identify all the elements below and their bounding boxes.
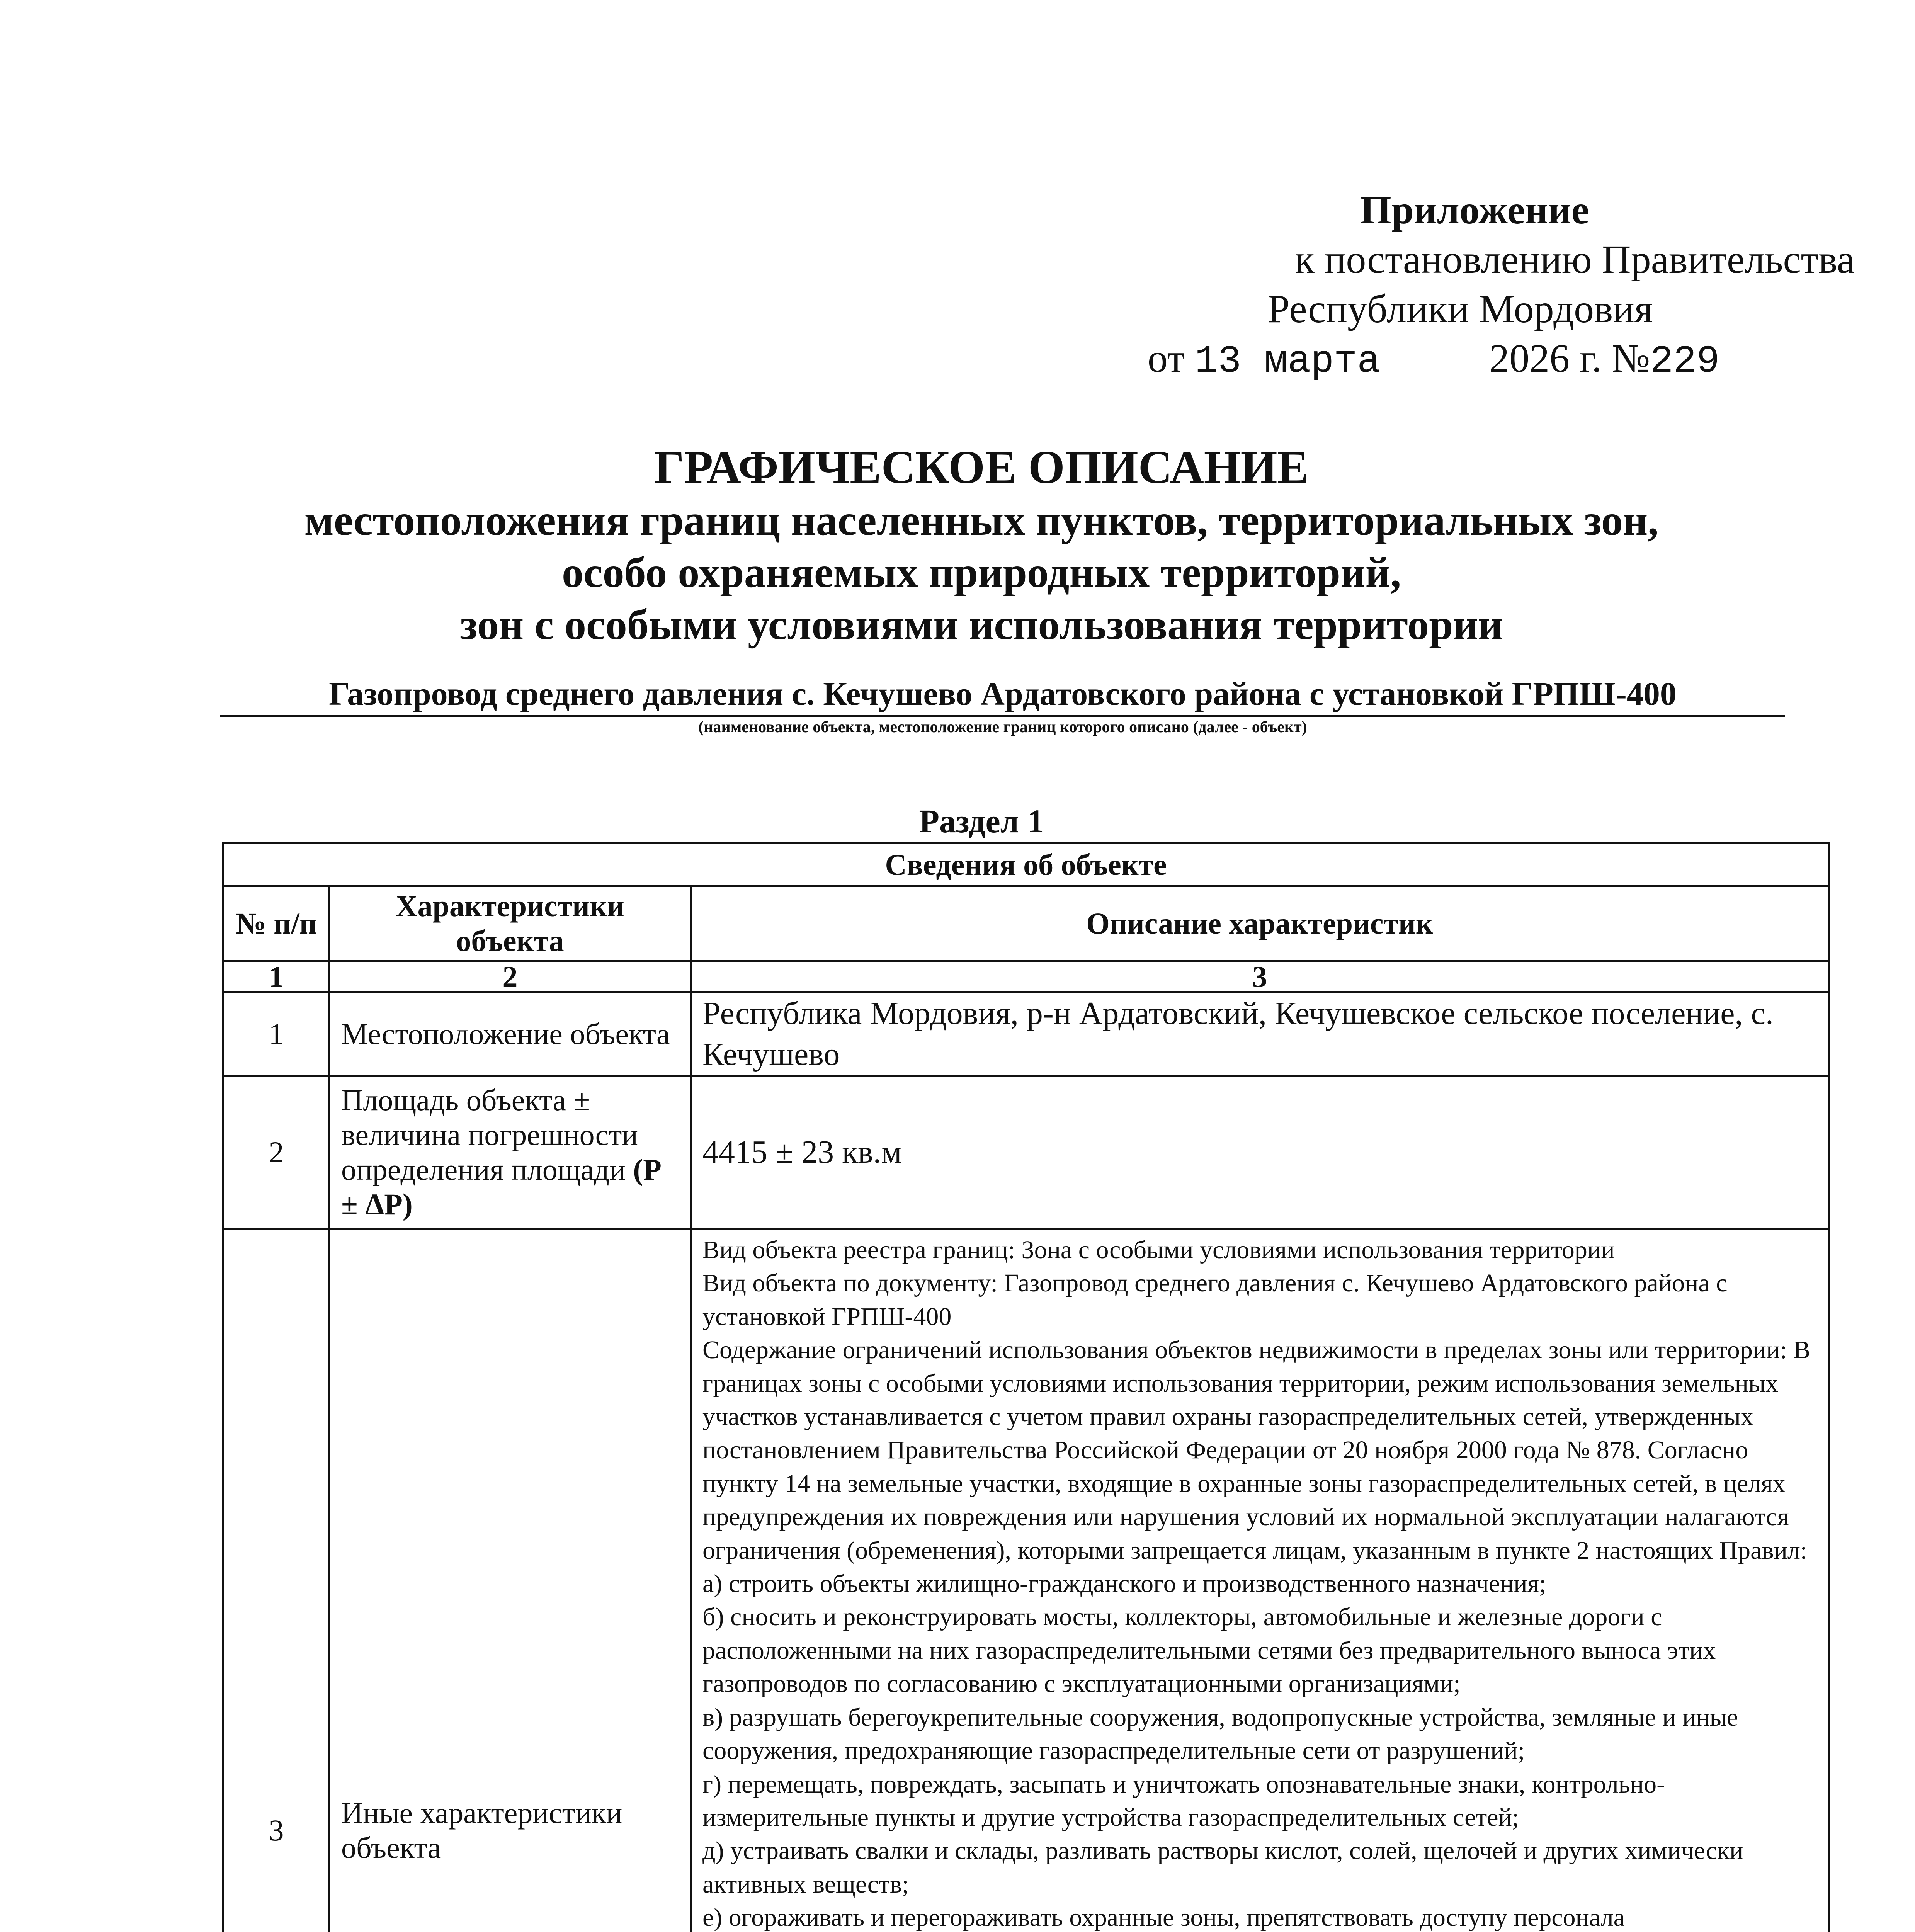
row-3-desc-line: а) строить объекты жилищно-гражданского и производственного назначения; — [702, 1570, 1546, 1598]
document-subtitle — [216, 495, 1747, 651]
row-2-num: 2 — [223, 1076, 330, 1229]
row-3-num: 3 — [223, 1229, 330, 1932]
object-caption: (наименование объекта, местоположение границ которого описано (далее - объект) — [698, 718, 1307, 736]
table-row — [223, 1076, 1829, 1229]
object-info-table — [222, 842, 1830, 1932]
row-2-characteristic — [330, 1076, 691, 1229]
row-3-description — [691, 1229, 1829, 1932]
row-3-desc-line: е) огораживать и перегораживать охранные зоны, препятствовать доступу персонала — [702, 1903, 1625, 1932]
column-number-1: 1 — [223, 961, 330, 992]
row-3-desc-line: Вид объекта реестра границ: Зона с особыми условиями использования территории — [702, 1236, 1615, 1264]
column-number-2: 2 — [330, 961, 691, 992]
document-title: ГРАФИЧЕСКОЕ ОПИСАНИЕ — [654, 441, 1309, 493]
approval-date-line — [1148, 334, 1855, 387]
row-3-desc-line: д) устраивать свалки и склады, разливать растворы кислот, солей, щелочей и других химически активных веществ; — [702, 1837, 1743, 1898]
approval-number: 229 — [1650, 340, 1720, 384]
approval-number-prefix: № — [1612, 336, 1650, 381]
header-description: Описание характеристик — [691, 886, 1829, 961]
header-characteristics: Характеристики объекта — [330, 886, 691, 961]
object-name: Газопровод среднего давления с. Кечушево Ардатовского района с установкой ГРПШ-400 — [220, 674, 1785, 717]
table-row — [223, 992, 1829, 1076]
row-2-characteristic-formula: (P ± ΔP) — [341, 1153, 660, 1221]
approval-block — [1121, 185, 1855, 387]
row-2-characteristic-text: Площадь объекта ± величина погрешности определения площади — [341, 1083, 638, 1186]
row-3-characteristic: Иные характеристики объекта — [330, 1229, 691, 1932]
column-number-row — [223, 961, 1829, 992]
row-3-desc-line: Содержание ограничений использования объектов недвижимости в пределах зоны или территории: В границах зоны с особыми условиями использования территории, режим использования земельных участков устанавливается с учетом правил охраны газораспределительных сетей, утвержденных постановлением Правительства Российской Федерации от 20 ноября 2000 года № 878. Согласно пункту 14 на земельные участки, входящие в охранные зоны газораспределительных сетей, в целях предупреждения их повреждения или нарушения условий их нормальной эксплуатации налагаются ограничения (обременения), которыми запрещается лицам, указанным в пункте 2 настоящих Правил: — [702, 1336, 1811, 1565]
approval-line-1: к постановлению Правительства — [1295, 237, 1855, 282]
column-number-3: 3 — [691, 961, 1829, 992]
row-2-description: 4415 ± 23 кв.м — [691, 1076, 1829, 1229]
table-title-row — [223, 844, 1829, 886]
row-3-desc-line: Вид объекта по документу: Газопровод среднего давления с. Кечушево Ардатовского района с установкой ГРПШ-400 — [702, 1269, 1728, 1331]
row-3-desc-line: г) перемещать, повреждать, засыпать и уничтожать опознавательные знаки, контрольно-измерительные пункты и другие устройства газораспределительных сетей; — [702, 1770, 1665, 1832]
approval-date-value: 13 марта — [1195, 340, 1381, 384]
approval-date-prefix: от — [1148, 336, 1185, 381]
row-1-num: 1 — [223, 992, 330, 1076]
section-title: Раздел 1 — [919, 803, 1044, 840]
table-row — [223, 1229, 1829, 1932]
subtitle-line-3: зон с особыми условиями использования территории — [460, 601, 1503, 649]
approval-line-2: Республики Мордовия — [1267, 287, 1653, 331]
row-3-desc-line: в) разрушать берегоукрепительные сооружения, водопропускные устройства, земляные и иные сооружения, предохраняющие газораспределительные сети от разрушений; — [702, 1703, 1738, 1765]
table-title: Сведения об объекте — [223, 844, 1829, 886]
subtitle-line-1: местоположения границ населенных пунктов, территориальных зон, — [304, 497, 1659, 544]
header-num: № п/п — [223, 886, 330, 961]
row-1-description: Республика Мордовия, р-н Ардатовский, Кечушевское сельское поселение, с. Кечушево — [691, 992, 1829, 1076]
approval-year: 2026 г. — [1489, 336, 1602, 381]
row-3-desc-line: б) сносить и реконструировать мосты, коллекторы, автомобильные и железные дороги с расположенными на них газораспределительными сетями без предварительного выноса этих газопроводов по согласованию с эксплуатационными организациями; — [702, 1603, 1716, 1698]
row-1-characteristic: Местоположение объекта — [330, 992, 691, 1076]
table-header-row — [223, 886, 1829, 961]
approval-heading: Приложение — [1360, 188, 1589, 232]
subtitle-line-2: особо охраняемых природных территорий, — [561, 549, 1401, 597]
